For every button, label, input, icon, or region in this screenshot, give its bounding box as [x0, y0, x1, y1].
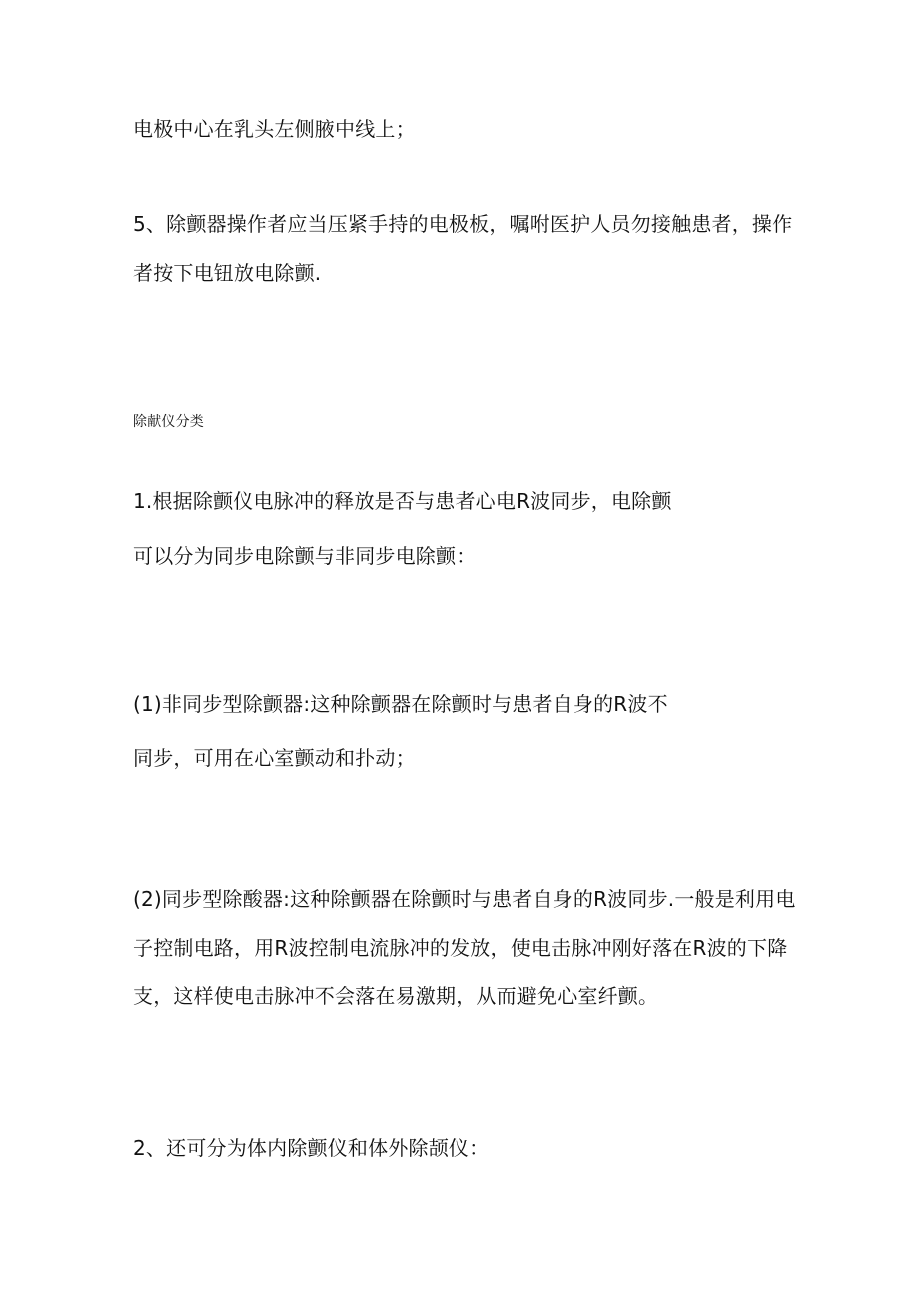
text-line-item-1: 1.根据除颤仪电脉冲的释放是否与患者心电R波同步，电除颤: [133, 489, 672, 513]
text-line-step-5-cont: 者按下电钮放电除颤.: [133, 261, 322, 285]
text-line-nonsync-cont: 同步，可用在心室颤动和扑动；: [133, 746, 416, 770]
text-line-sync: (2)同步型除酸器:这种除颤器在除颤时与患者自身的R波同步.一般是利用电: [133, 887, 796, 911]
text-line-item-1-cont: 可以分为同步电除颤与非同步电除颤：: [133, 544, 477, 568]
text-line-sync-cont-2: 支，这样使电击脉冲不会落在易激期，从而避免心室纤颤。: [133, 984, 659, 1008]
text-line-item-2: 2、还可分为体内除颤仪和体外除颉仪：: [133, 1136, 490, 1160]
text-line-sync-cont-1: 子控制电路，用R波控制电流脉冲的发放，使电击脉冲刚好落在R波的下降: [133, 936, 788, 960]
section-heading: 除献仪分类: [133, 414, 204, 430]
text-line-nonsync: (1)非同步型除颤器:这种除颤器在除颤时与患者自身的R波不: [133, 692, 668, 716]
text-line-step-5: 5、除颤器操作者应当压紧手持的电极板，嘱咐医护人员勿接触患者，操作: [133, 212, 793, 236]
text-line-electrode-position: 电极中心在乳头左侧腋中线上；: [133, 117, 416, 141]
